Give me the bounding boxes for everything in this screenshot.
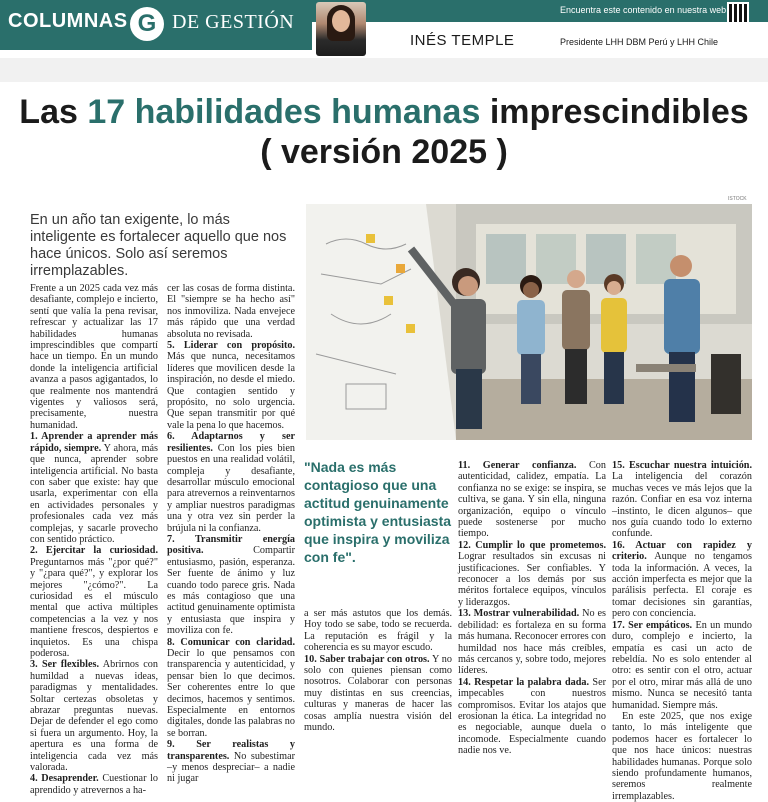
habit-7-text: Compartir entusiasmo, pasión, esperanza. Ser fuente de ánimo y luz cuando todo parece gris. Nada es más contagioso que una actitud genuinamente optimista y entusiasta que inspira y moviliza con fe.: [167, 545, 295, 637]
habit-10-title: 10. Saber trabajar con otros.: [304, 653, 430, 665]
article-dek: En un año tan exigente, lo más inteligente es fortalecer aquello que nos hace únicos. Solo así seremos irremplazables.: [30, 212, 287, 279]
habit-6-title: 6. Adaptarnos y ser resilientes.: [167, 431, 295, 454]
habit-2-text: Preguntarnos más "¿por qué?" y "¿para qué?", y explorar los mejores "¿cómo?". La curiosidad es el músculo mental que activa múltiples competencias a la vez y nos mantiene frescos, despiertos e inquietos. Es una chispa poderosa.: [30, 556, 158, 659]
habit-5-text: Más que nunca, necesitamos líderes que movilicen desde la inspiración, no desde el miedo. Que contagien sentido y propósito, no solo urgencia. Que sepan transmitir por qué vale la pena lo que hacemos.: [167, 351, 295, 431]
habit-5: [167, 340, 295, 431]
habit-16: [612, 540, 752, 620]
headline: [0, 92, 768, 172]
habit-12-text: Lograr resultados sin excusas ni justificaciones. Ser confiables. Y reconocer a los demás por sus méritos fortalece equipos, vínculos y liderazgos.: [458, 551, 606, 608]
habit-16-text: Aunque no tengamos toda la información. A veces, la acción imperfecta es mejor que la parálisis perfecta. El coraje es tomar decisiones sin garantías, pero con conciencia.: [612, 551, 752, 620]
habit-1-title: 1. Aprender a aprender más rápido, siempre.: [30, 431, 158, 454]
habit-9: [167, 739, 295, 785]
column-3: [304, 608, 452, 733]
habit-9-title: 9. Ser realistas y transparentes.: [167, 739, 295, 762]
headline-part2: imprescindibles: [480, 93, 749, 131]
habit-9-text: No subestimar –y menos despreciar– a nadie ni jugar: [167, 750, 295, 785]
habit-5-title: 5. Liderar con propósito.: [167, 340, 295, 352]
habit-14-title: 14. Respetar la palabra dada.: [458, 676, 590, 688]
habit-9-cont: a ser más astutos que los demás. Hoy todo se sabe, todo se recuerda. La reputación es frágil y la coherencia es su mayor escudo.: [304, 608, 452, 654]
habit-13: [458, 608, 606, 676]
habit-12-title: 12. Cumplir lo que prometemos.: [458, 539, 606, 551]
habit-10: [304, 654, 452, 734]
photo-credit: ISTOCK: [728, 196, 747, 202]
habit-1-text: Y ahora, más que nunca, aprender sobre inteligencia artificial. No basta con saber que existe: hay que usarla, experimentar con ella en actividades personales y profesionales cada vez más complejas, y sacarle provecho con sentido práctico.: [30, 442, 158, 545]
headline-accent: 17 habilidades humanas: [87, 93, 481, 131]
author-face: [332, 10, 350, 32]
closing-paragraph: En este 2025, que nos exige tanto, lo más inteligente que podemos hacer es fortalecer lo que nos hace únicos: nuestras habilidades humanas. Porque solo siendo profundamente humanos, seremos realmente irremplazables.: [612, 710, 752, 802]
habit-15: [612, 460, 752, 540]
column-4: [458, 460, 606, 757]
habit-17-title: 17. Ser empáticos.: [612, 619, 693, 631]
author-role: Presidente LHH DBM Perú y LHH Chile: [560, 37, 719, 47]
author-photo: [316, 2, 366, 56]
habit-11-text: Con autenticidad, calidez, empatía. La confianza no se exige: se inspira, se cultiva, se gana. Y sin ella, ninguna organización, equipo o vínculo puede sostenerse por mucho tiempo.: [458, 460, 606, 540]
brand-banner: [0, 0, 312, 50]
habit-4: [30, 773, 158, 796]
habit-2-title: 2. Ejercitar la curiosidad.: [30, 545, 158, 557]
habit-7: [167, 534, 295, 637]
habit-6: [167, 431, 295, 534]
office-team-illustration: [306, 204, 752, 440]
habit-11: [458, 460, 606, 540]
column-5: [612, 460, 752, 802]
habit-15-title: 15. Escuchar nuestra intuición.: [612, 460, 752, 471]
habit-13-text: No es debilidad: es fortaleza en su forma más humana. Reconocer errores con humildad nos hace más creíbles, más cercanos y, sobre todo, mejores líderes.: [458, 608, 606, 677]
habit-14: [458, 677, 606, 757]
headline-line2: ( versión 2025 ): [260, 133, 508, 171]
habit-3: [30, 659, 158, 773]
habit-10-text: Y no solo con quienes piensan como nosotros. Colaborar con personas muy distintas en sus creencias, culturas y maneras de hacer las cosas amplía nuestra visión del mundo.: [304, 653, 452, 734]
habit-8: [167, 637, 295, 740]
header-top-bar: [312, 0, 768, 22]
column-1: [30, 283, 158, 796]
habit-2: [30, 545, 158, 659]
habit-3-title: 3. Ser flexibles.: [30, 659, 99, 671]
qr-code-icon[interactable]: [727, 2, 749, 24]
author-name: INÉS TEMPLE: [410, 32, 515, 49]
brand-columnas: COLUMNAS: [8, 10, 128, 32]
habit-13-title: 13. Mostrar vulnerabilidad.: [458, 608, 580, 620]
habit-8-title: 8. Comunicar con claridad.: [167, 636, 295, 648]
pull-quote: "Nada es más contagioso que una actitud genuinamente optimista y entusiasta que inspira y moviliza con fe".: [304, 459, 452, 565]
habit-7-title: 7. Transmitir energía positiva.: [167, 533, 295, 557]
habit-12: [458, 540, 606, 608]
habit-11-title: 11. Generar confianza.: [458, 460, 577, 471]
habit-17-text: En un mundo duro, complejo e incierto, la empatía es casi un acto de rebeldía. No es solo entender al otro: es sentir con el otro, actuar por el otro, mirar más allá de uno mismo. Nunca se necesitó tanta humanidad. Siempre más.: [612, 619, 752, 711]
habit-3-text: Abrirnos con humildad a nuevas ideas, paradigmas y mentalidades. Soltar certezas obsoletas y abrazar preguntas nuevas. Dejar de defender el ego como si fuera un argumento. Hoy, la apertura es una forma de inteligencia cada vez más valorada.: [30, 659, 158, 774]
column-2: [167, 283, 295, 785]
habit-15-text: La inteligencia del corazón muchas veces ve más lejos que la razón. Confiar en esa voz interna –instinto, le dicen algunos– que nos guía cuando todo lo externo confunde.: [612, 471, 752, 540]
habit-8-text: Decir lo que pensamos con transparencia y autenticidad, y pensar bien lo que decimos. Ser coherentes entre lo que decimos, hacemos y sentimos. Especialmente en entornos digitales, donde las palabras no se borran.: [167, 648, 295, 739]
habit-4-text: Cuestionar lo aprendido y atrevernos a ha-: [30, 773, 158, 796]
habit-14-text: Ser impecables con nuestros compromisos. Evitar los atajos que erosionan la ética. La integridad no es negociable, aunque duela o incomode. Especialmente cuando nadie nos ve.: [458, 676, 606, 757]
column-header: [0, 0, 768, 58]
intro-paragraph: Frente a un 2025 cada vez más desafiante, complejo e incierto, sentí que valía la pena revisar, refrescar y actualizar las 17 habilidades humanas imprescindibles que compartí hace un tiempo. En un mundo donde la inteligencia artificial avanza a pasos agigantados, lo que realmente nos mantendrá vigentes y valiosos será, precisamente, nuestra humanidad.: [30, 283, 158, 431]
habit-4-cont: cer las cosas de forma distinta. El "siempre se ha hecho así" nos inmoviliza. Nada envejece más rápido que una verdad absoluta no revisada.: [167, 283, 295, 340]
brand-de-gestion: DE GESTIÓN: [172, 11, 295, 33]
habit-4-title: 4. Desaprender.: [30, 773, 99, 785]
page-margin: [0, 58, 768, 82]
habit-1: [30, 431, 158, 545]
web-note: Encuentra este contenido en nuestra web: [560, 5, 727, 15]
article-photo: [306, 204, 752, 440]
headline-part1: Las: [19, 93, 88, 131]
habit-17: [612, 620, 752, 711]
habit-6-text: Con los pies bien puestos en una realidad volátil, compleja y desafiante, desarrollar músculo emocional para atrevernos a reinventarnos y ampliar nuestros paradigmas una y otra vez sin perder la brújula ni la confianza.: [167, 442, 295, 534]
habit-16-title: 16. Actuar con rapidez y criterio.: [612, 539, 752, 563]
gestion-logo-icon: G: [130, 7, 164, 41]
